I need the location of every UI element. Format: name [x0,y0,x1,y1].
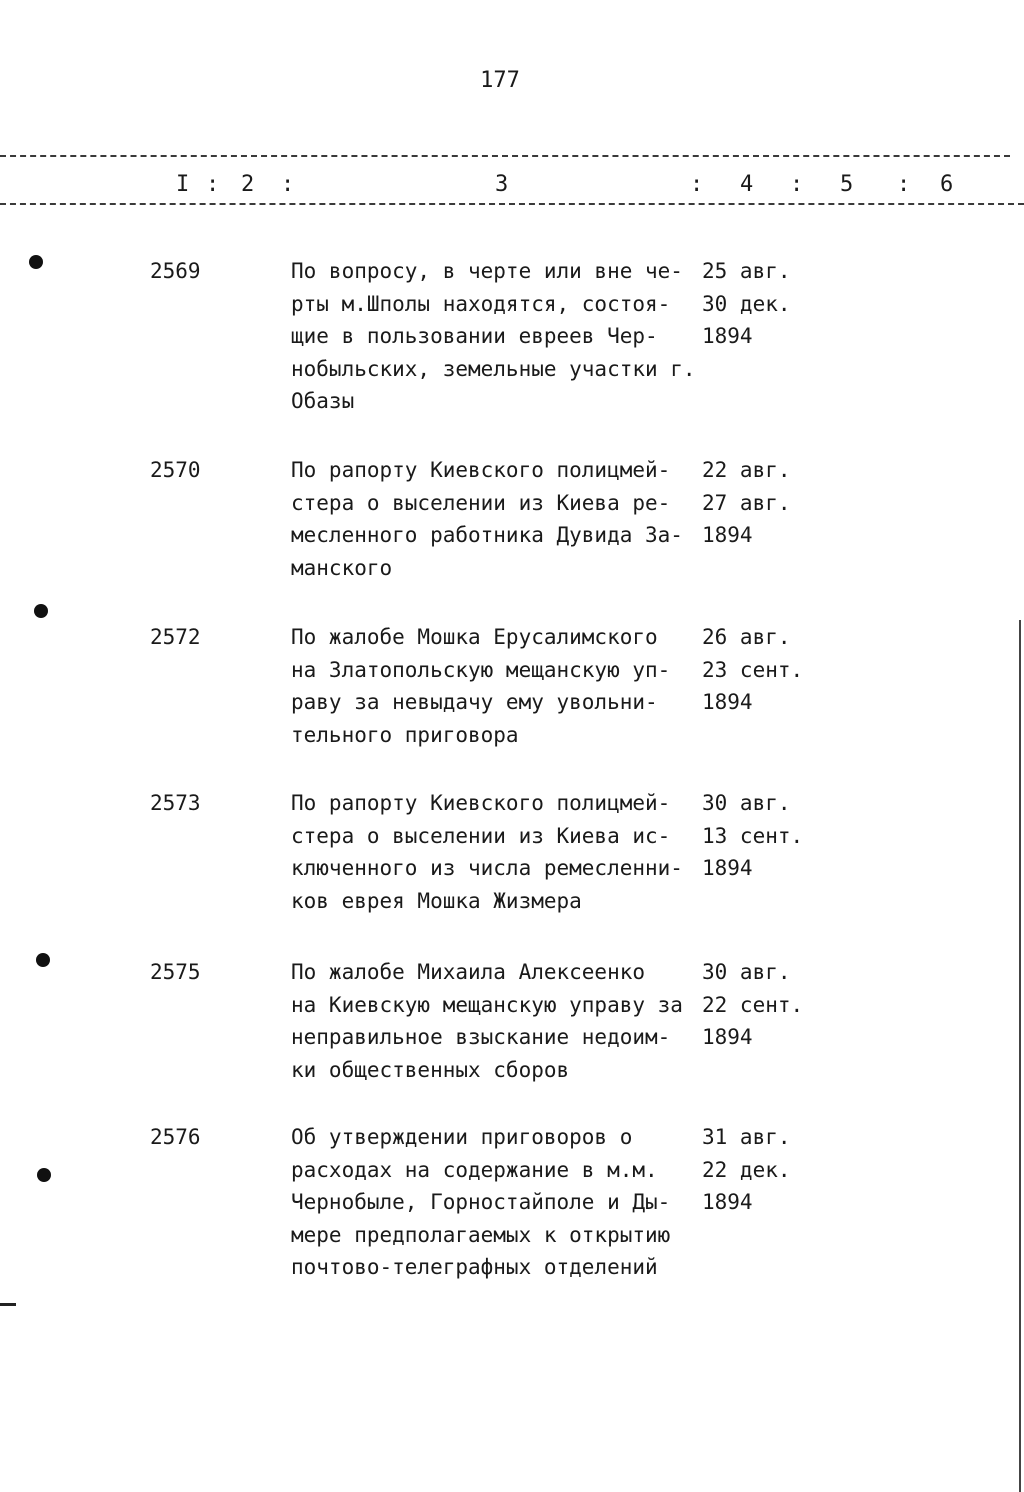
description-line: ключенного из числа ремесленни- [291,856,683,881]
entry-description [291,1121,711,1284]
punch-hole-mark [29,255,43,269]
year: 1894 [702,523,753,548]
end-date: 27 авг. [702,490,791,515]
description-line: тельного приговора [291,722,519,747]
column-separator: : [281,172,295,197]
edge-mark [0,1303,16,1306]
column-header-3: 3 [495,172,509,197]
description-line: Чернобыле, Горностайполе и Ды- [291,1190,671,1215]
description-line: ков еврея Мошка Жизмера [291,888,582,913]
description-line: расходах на содержание в м.м. [291,1157,658,1182]
column-header-5: 5 [840,172,854,197]
entry-number: 2569 [150,259,201,283]
entry-dates [702,787,803,885]
header-top-rule [0,155,1010,157]
description-line: щие в пользовании евреев Чер- [291,324,658,349]
description-line: на Златопольскую мещанскую уп- [291,657,671,682]
entry-number: 2573 [150,791,201,815]
entry-number: 2575 [150,960,201,984]
column-header-6: 6 [940,172,954,197]
year: 1894 [702,690,753,715]
description-line: По жалобе Михаила Алексеенко [291,960,646,984]
punch-hole-mark [34,604,48,618]
description-line: месленного работника Дувида За- [291,523,683,548]
year: 1894 [702,1190,753,1215]
description-line: стера о выселении из Киева ис- [291,823,671,848]
end-date: 30 дек. [702,291,791,316]
start-date: 25 авг. [702,259,791,283]
column-separator: : [897,172,911,197]
description-line: нобыльских, земельные участки г. [291,356,696,381]
description-line: По вопросу, в черте или вне че- [291,259,683,283]
description-line: неправильное взыскание недоим- [291,1025,671,1050]
start-date: 31 авг. [702,1125,791,1149]
description-line: ки общественных сборов [291,1057,570,1082]
entry-description [291,621,711,751]
description-line: Обазы [291,389,355,414]
entry-dates [702,454,791,552]
column-separator: : [206,172,220,197]
description-line: По жалобе Мошка Ерусалимского [291,625,658,649]
year: 1894 [702,856,753,881]
entry-description [291,255,711,418]
column-header-2: 2 [241,172,255,197]
start-date: 30 авг. [702,791,791,815]
column-header-1: I [176,172,190,197]
punch-hole-mark [36,953,50,967]
end-date: 22 сент. [702,992,804,1017]
description-line: рты м.Шполы находятся, состоя- [291,291,671,316]
column-header-4: 4 [740,172,754,197]
description-line: на Киевскую мещанскую управу за [291,992,683,1017]
column-separator: : [790,172,804,197]
year: 1894 [702,1025,753,1050]
entry-description [291,454,711,584]
entry-number: 2576 [150,1125,201,1149]
end-date: 13 сент. [702,823,804,848]
start-date: 26 авг. [702,625,791,649]
entry-number: 2570 [150,458,201,482]
start-date: 30 авг. [702,960,791,984]
punch-hole-mark [37,1168,51,1182]
year: 1894 [702,324,753,349]
description-line: Об утверждении приговоров о [291,1125,633,1149]
start-date: 22 авг. [702,458,791,482]
entry-description [291,956,711,1086]
description-line: По рапорту Киевского полицмей- [291,791,671,815]
description-line: стера о выселении из Киева ре- [291,490,671,515]
end-date: 22 дек. [702,1157,791,1182]
entry-description [291,787,711,917]
entry-number: 2572 [150,625,201,649]
description-line: манского [291,555,393,580]
page-number: 177 [480,68,520,93]
header-bottom-rule [0,203,1024,205]
description-line: По рапорту Киевского полицмей- [291,458,671,482]
entry-dates [702,621,803,719]
entry-dates [702,956,803,1054]
entry-dates [702,255,791,353]
right-edge-line [1019,620,1021,1492]
entry-dates [702,1121,791,1219]
description-line: мере предполагаемых к открытию [291,1222,671,1247]
column-separator: : [690,172,704,197]
end-date: 23 сент. [702,657,804,682]
description-line: раву за невыдачу ему увольни- [291,690,658,715]
description-line: почтово-телеграфных отделений [291,1255,658,1280]
